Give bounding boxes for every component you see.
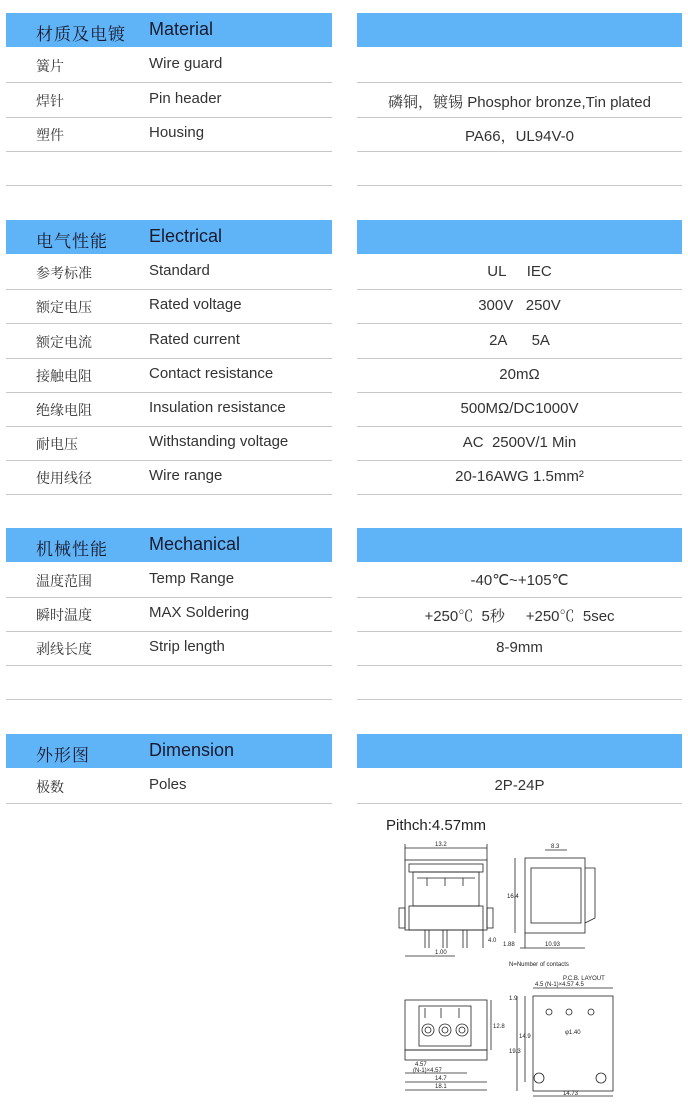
row-value: AC 2500V/1 Min bbox=[462, 434, 577, 451]
dimension-header-cn: 外形图 bbox=[36, 746, 90, 766]
dim-label: 4.57 bbox=[415, 1062, 427, 1068]
table-row bbox=[6, 324, 332, 359]
material-header-en: Material bbox=[149, 19, 214, 39]
row-label-cn: 绝缘电阻 bbox=[36, 403, 92, 419]
table-row-value bbox=[357, 392, 682, 427]
table-row bbox=[6, 358, 332, 393]
row-label-en: Contact resistance bbox=[149, 365, 274, 382]
row-label-en: Rated current bbox=[149, 331, 240, 348]
table-row-value bbox=[357, 769, 682, 804]
table-row bbox=[6, 151, 332, 186]
row-value: 500MΩ/DC1000V bbox=[460, 400, 579, 417]
row-label-cn: 额定电压 bbox=[36, 300, 92, 316]
row-label-en: Poles bbox=[149, 776, 187, 793]
dimension-drawing bbox=[395, 838, 635, 1100]
dim-label: 1.00 bbox=[435, 950, 447, 956]
table-row-value bbox=[357, 460, 682, 495]
dim-label: 19.3 bbox=[509, 1049, 521, 1055]
table-row-value bbox=[357, 151, 682, 186]
row-label-en: Temp Range bbox=[149, 570, 235, 587]
row-value: -40℃~+105℃ bbox=[470, 572, 569, 589]
dim-label: (N-1)×4.57 bbox=[413, 1068, 442, 1074]
row-label-cn: 参考标准 bbox=[36, 266, 92, 282]
mechanical-header bbox=[6, 528, 332, 562]
row-value: 磷铜，镀锡 Phosphor bronze,Tin plated bbox=[388, 94, 651, 111]
pcb-title: P.C.B. LAYOUT bbox=[563, 976, 605, 982]
row-label-en: Pin header bbox=[149, 90, 222, 107]
row-value: UL IEC bbox=[487, 263, 552, 280]
table-row bbox=[6, 392, 332, 427]
row-label-cn: 塑件 bbox=[36, 128, 64, 144]
table-row-value bbox=[357, 631, 682, 666]
row-label-cn: 接触电阻 bbox=[36, 369, 92, 385]
table-row bbox=[6, 665, 332, 700]
table-row-value bbox=[357, 255, 682, 290]
row-label-en: Housing bbox=[149, 124, 205, 141]
table-row bbox=[6, 83, 332, 118]
dim-label: 1.88 bbox=[503, 942, 515, 948]
row-value: 20mΩ bbox=[499, 366, 540, 383]
dim-label: 13.2 bbox=[435, 842, 447, 848]
dimension-header-right bbox=[357, 734, 682, 768]
row-label-en: Strip length bbox=[149, 638, 225, 655]
dim-label: φ1.40 bbox=[565, 1030, 581, 1036]
dim-label: 14.9 bbox=[519, 1034, 531, 1040]
table-row bbox=[6, 117, 332, 152]
table-row bbox=[6, 48, 332, 83]
row-label-cn: 剥线长度 bbox=[36, 642, 92, 658]
mechanical-header-cn: 机械性能 bbox=[36, 540, 108, 560]
table-row-value bbox=[357, 665, 682, 700]
electrical-header-right bbox=[357, 220, 682, 254]
row-label-en: Insulation resistance bbox=[149, 399, 286, 416]
dim-label: 12.8 bbox=[493, 1024, 505, 1030]
row-label-en: MAX Soldering bbox=[149, 604, 250, 621]
dimension-header-en: Dimension bbox=[149, 740, 235, 760]
mechanical-header-right bbox=[357, 528, 682, 562]
material-header-cn: 材质及电镀 bbox=[36, 25, 126, 45]
table-row bbox=[6, 631, 332, 666]
table-row-value bbox=[357, 289, 682, 324]
electrical-header-cn: 电气性能 bbox=[36, 232, 108, 252]
row-value: 2P-24P bbox=[494, 777, 545, 794]
pitch-label: Pithch:4.57mm bbox=[386, 817, 487, 834]
row-label-en: Wire guard bbox=[149, 55, 223, 72]
row-label-en: Wire range bbox=[149, 467, 223, 484]
table-row bbox=[6, 597, 332, 632]
row-value: 2A 5A bbox=[489, 332, 550, 349]
row-value: 300V 250V bbox=[478, 297, 561, 314]
row-label-cn: 温度范围 bbox=[36, 574, 92, 590]
row-label-cn: 极数 bbox=[36, 780, 64, 796]
row-label-en: Rated voltage bbox=[149, 296, 242, 313]
dim-note: N=Number of contacts bbox=[509, 962, 569, 968]
dim-label: 1.9 bbox=[509, 996, 518, 1002]
material-header-right bbox=[357, 13, 682, 47]
material-header bbox=[6, 13, 332, 47]
table-row-value bbox=[357, 358, 682, 393]
row-value: 8-9mm bbox=[496, 639, 543, 656]
row-value: 20-16AWG 1.5mm² bbox=[455, 468, 584, 485]
row-value: PA66，UL94V-0 bbox=[465, 128, 574, 145]
dim-label: 18.1 bbox=[435, 1084, 447, 1090]
dim-label: 8.3 bbox=[551, 844, 560, 850]
row-value: +250℃ 5秒 +250℃ 5sec bbox=[424, 608, 615, 625]
row-label-cn: 簧片 bbox=[36, 59, 64, 75]
electrical-header bbox=[6, 220, 332, 254]
row-label-cn: 瞬时温度 bbox=[36, 608, 92, 624]
table-row-value bbox=[357, 117, 682, 152]
dim-label: 10.93 bbox=[545, 942, 561, 948]
table-row-value bbox=[357, 426, 682, 461]
table-row bbox=[6, 769, 332, 804]
row-label-en: Standard bbox=[149, 262, 210, 279]
table-row bbox=[6, 255, 332, 290]
table-row bbox=[6, 289, 332, 324]
dim-label: 14.73 bbox=[563, 1091, 579, 1097]
row-label-cn: 耐电压 bbox=[36, 437, 78, 453]
row-label-cn: 使用线径 bbox=[36, 471, 92, 487]
table-row bbox=[6, 460, 332, 495]
dim-label: 14.7 bbox=[435, 1076, 447, 1082]
row-label-cn: 额定电流 bbox=[36, 335, 92, 351]
table-row-value bbox=[357, 83, 682, 118]
dimension-header bbox=[6, 734, 332, 768]
table-row bbox=[6, 563, 332, 598]
table-row bbox=[6, 426, 332, 461]
dim-label: 4.5 (N-1)×4.57 4.5 bbox=[535, 982, 584, 988]
electrical-header-en: Electrical bbox=[149, 226, 223, 246]
table-row-value bbox=[357, 563, 682, 598]
mechanical-header-en: Mechanical bbox=[149, 534, 241, 554]
dim-label: 16.4 bbox=[507, 894, 519, 900]
table-row-value bbox=[357, 48, 682, 83]
row-label-en: Withstanding voltage bbox=[149, 433, 289, 450]
dim-label: 4.0 bbox=[488, 938, 497, 944]
table-row-value bbox=[357, 597, 682, 632]
row-label-cn: 焊针 bbox=[36, 94, 64, 110]
table-row-value bbox=[357, 324, 682, 359]
